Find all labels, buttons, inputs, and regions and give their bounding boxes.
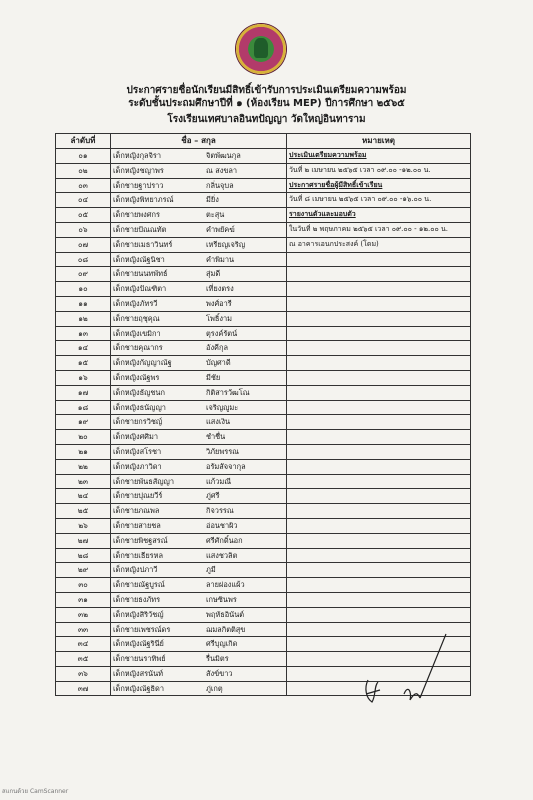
student-last-name: วิภัยพรรณ xyxy=(206,446,240,456)
remark-cell xyxy=(287,518,471,533)
row-number: ๒๗ xyxy=(56,533,111,548)
student-name-cell xyxy=(111,282,287,297)
remark-cell xyxy=(287,563,471,578)
student-last-name: โพธิ์งาม xyxy=(206,313,232,323)
student-first-name: เด็กหญิงกัญญาณัฐ xyxy=(113,358,172,368)
student-last-name: แสงเงิน xyxy=(206,417,231,427)
row-number: ๒๙ xyxy=(56,563,111,578)
remark-cell xyxy=(287,178,471,193)
student-last-name: กิติสารวัฒโณ xyxy=(206,387,250,397)
student-name-cell xyxy=(111,444,287,459)
student-first-name: เด็กชายเพชรณ์ดร xyxy=(113,624,171,634)
remark-cell xyxy=(287,237,471,252)
table-row xyxy=(56,341,471,356)
table-row xyxy=(56,504,471,519)
row-number: ๐๖ xyxy=(56,222,111,237)
student-first-name: เด็กหญิงชญาพร xyxy=(113,165,164,175)
student-last-name: ภูมี xyxy=(206,565,216,575)
remark-cell xyxy=(287,592,471,607)
row-number: ๓๖ xyxy=(56,666,111,681)
student-name-cell xyxy=(111,252,287,267)
scanner-footer: สแกนด้วย CamScanner xyxy=(2,788,69,795)
signature-stroke xyxy=(398,632,448,710)
remark-cell xyxy=(287,282,471,297)
student-name-cell xyxy=(111,666,287,681)
student-first-name: เด็กหญิงพิทยาภรณ์ xyxy=(113,195,174,205)
table-row xyxy=(56,415,471,430)
student-first-name: เด็กหญิงภัทรวี xyxy=(113,298,158,308)
row-number: ๐๔ xyxy=(56,193,111,208)
student-first-name: เด็กหญิงณัฐนิชา xyxy=(113,254,165,264)
row-number: ๐๕ xyxy=(56,208,111,223)
student-name-cell xyxy=(111,592,287,607)
student-first-name: เด็กชายพิชฐสรณ์ xyxy=(113,535,168,545)
student-first-name: เด็กชายณัฐบูรณ์ xyxy=(113,580,165,590)
student-first-name: เด็กหญิงณัฐพร xyxy=(113,372,160,382)
student-first-name: เด็กชายฤชุคุณ xyxy=(113,313,160,323)
table-header-row xyxy=(56,134,471,149)
student-name-cell xyxy=(111,222,287,237)
student-last-name: รื่นมิตร xyxy=(206,654,229,664)
table-row xyxy=(56,267,471,282)
student-first-name: เด็กชายภณพล xyxy=(113,506,160,516)
student-name-cell xyxy=(111,474,287,489)
student-name-cell xyxy=(111,193,287,208)
student-first-name: เด็กหญิงปัณฑิตา xyxy=(113,284,167,294)
row-number: ๒๐ xyxy=(56,430,111,445)
student-first-name: เด็กชายฐาปราว xyxy=(113,180,164,190)
student-last-name: อ่อนชาผิว xyxy=(206,520,238,530)
table-row xyxy=(56,474,471,489)
student-name-cell xyxy=(111,504,287,519)
student-last-name: ตะสุน xyxy=(206,210,225,220)
table-row xyxy=(56,548,471,563)
student-first-name: เด็กชายพันธสัญญา xyxy=(113,476,174,486)
table-row xyxy=(56,178,471,193)
table-row xyxy=(56,444,471,459)
remark-cell xyxy=(287,415,471,430)
student-first-name: เด็กชายคุณากร xyxy=(113,343,163,353)
student-first-name: เด็กหญิงธัญชนก xyxy=(113,387,165,397)
table-row xyxy=(56,607,471,622)
row-number: ๑๔ xyxy=(56,341,111,356)
remark-cell xyxy=(287,504,471,519)
student-first-name: เด็กหญิงสรนันท์ xyxy=(113,668,164,678)
header-note: หมายเหตุ xyxy=(287,134,471,149)
student-first-name: เด็กหญิงสโรชา xyxy=(113,446,162,456)
table-row xyxy=(56,370,471,385)
row-number: ๒๖ xyxy=(56,518,111,533)
remark-cell xyxy=(287,163,471,178)
remark-text: ในวันที่ ๒ พฤษภาคม ๒๕๖๕ เวลา ๐๙.๐๐ - ๑๒.๐๐ น. xyxy=(289,224,448,233)
table-row xyxy=(56,356,471,371)
student-name-cell xyxy=(111,681,287,696)
student-last-name: เหรียญเจริญ xyxy=(206,239,246,249)
student-last-name: ณ สงขลา xyxy=(206,165,238,175)
row-number: ๐๗ xyxy=(56,237,111,252)
student-last-name: ชำชื่น xyxy=(206,432,226,442)
table-row xyxy=(56,296,471,311)
remark-cell xyxy=(287,252,471,267)
remark-cell xyxy=(287,474,471,489)
remark-cell xyxy=(287,578,471,593)
student-last-name: แก้วมณี xyxy=(206,476,232,486)
table-row xyxy=(56,222,471,237)
table-row xyxy=(56,400,471,415)
table-row xyxy=(56,237,471,252)
row-number: ๑๙ xyxy=(56,415,111,430)
student-name-cell xyxy=(111,341,287,356)
remark-cell xyxy=(287,267,471,282)
row-number: ๒๓ xyxy=(56,474,111,489)
student-first-name: เด็กหญิงปภาวี xyxy=(113,565,158,575)
row-number: ๐๓ xyxy=(56,178,111,193)
remark-cell xyxy=(287,296,471,311)
student-last-name: ฌมลกิตติสุข xyxy=(206,624,246,634)
student-first-name: เด็กชายพงศกร xyxy=(113,210,160,220)
student-name-cell xyxy=(111,459,287,474)
student-last-name: เที่ยงตรง xyxy=(206,284,234,294)
table-row xyxy=(56,163,471,178)
student-name-cell xyxy=(111,296,287,311)
student-last-name: มีชัย xyxy=(206,372,221,382)
student-first-name: เด็กหญิงณัฐธิดา xyxy=(113,683,164,693)
student-last-name: เจริญญูมะ xyxy=(206,402,239,412)
row-number: ๑๐ xyxy=(56,282,111,297)
student-last-name: พงศ์อารี xyxy=(206,298,232,308)
student-name-cell xyxy=(111,548,287,563)
row-number: ๐๑ xyxy=(56,149,111,164)
student-last-name: สังข์ขาว xyxy=(206,668,233,678)
student-name-cell xyxy=(111,208,287,223)
student-first-name: เด็กชายธงภัทร xyxy=(113,594,161,604)
student-last-name: แสงชวลิต xyxy=(206,550,238,560)
student-first-name: เด็กชายกรวิชญ์ xyxy=(113,417,163,427)
student-last-name: เกษซินพร xyxy=(206,594,237,604)
student-last-name: ศรีศักดิ์นอก xyxy=(206,535,243,545)
student-name-cell xyxy=(111,533,287,548)
row-number: ๑๕ xyxy=(56,356,111,371)
student-last-name: สุ่มดี xyxy=(206,269,221,279)
student-first-name: เด็กชายปัณณทัต xyxy=(113,224,167,234)
remark-cell xyxy=(287,533,471,548)
table-row xyxy=(56,149,471,164)
remark-cell xyxy=(287,222,471,237)
remark-cell xyxy=(287,489,471,504)
remark-cell xyxy=(287,193,471,208)
row-number: ๒๘ xyxy=(56,548,111,563)
student-list-table xyxy=(55,133,471,696)
student-name-cell xyxy=(111,400,287,415)
student-last-name: พฤหัธอินันต์ xyxy=(206,609,245,619)
header-name: ชื่อ – สกุล xyxy=(111,134,287,149)
remark-cell xyxy=(287,607,471,622)
student-first-name: เด็กชายนราทิพย์ xyxy=(113,654,166,664)
student-last-name: กิจวรรณ xyxy=(206,506,234,516)
student-name-cell xyxy=(111,178,287,193)
remark-text: วันที่ ๒ เมษายน ๒๕๖๕ เวลา ๐๙.๐๐ -๑๒.๐๐ น. xyxy=(289,165,431,174)
table-row xyxy=(56,252,471,267)
remark-cell xyxy=(287,326,471,341)
remark-text: ณ อาคารเอนกประสงค์ (โดม) xyxy=(289,239,379,248)
student-first-name: เด็กหญิงกุลจิรา xyxy=(113,151,162,160)
table-row xyxy=(56,592,471,607)
row-number: ๓๔ xyxy=(56,637,111,652)
remark-cell xyxy=(287,356,471,371)
row-number: ๑๑ xyxy=(56,296,111,311)
row-number: ๑๗ xyxy=(56,385,111,400)
student-name-cell xyxy=(111,518,287,533)
student-first-name: เด็กชายปุณยวีร์ xyxy=(113,491,163,501)
student-last-name: บัญศาดี xyxy=(206,358,231,368)
school-name: โรงเรียนเทศบาลอินทปัญญา วัดใหญ่อินทาราม xyxy=(167,114,366,125)
student-first-name: เด็กชายเมธาวินทร์ xyxy=(113,239,173,249)
remark-cell xyxy=(287,385,471,400)
remark-text: รายงานตัวและมอบตัว xyxy=(289,210,356,219)
row-number: ๓๕ xyxy=(56,652,111,667)
student-last-name: คำพยัคฆ์ xyxy=(206,224,235,234)
student-name-cell xyxy=(111,311,287,326)
table-row xyxy=(56,193,471,208)
school-seal-icon xyxy=(236,24,286,74)
student-last-name: คำพิมาน xyxy=(206,254,235,264)
student-name-cell xyxy=(111,356,287,371)
row-number: ๑๓ xyxy=(56,326,111,341)
signature-mark xyxy=(362,676,384,706)
row-number: ๑๒ xyxy=(56,311,111,326)
student-last-name: ลายผ่องแผ้ว xyxy=(206,580,245,590)
student-name-cell xyxy=(111,237,287,252)
table-row xyxy=(56,326,471,341)
remark-cell xyxy=(287,370,471,385)
student-last-name: กลิ่นจุบล xyxy=(206,180,234,190)
student-name-cell xyxy=(111,607,287,622)
student-name-cell xyxy=(111,578,287,593)
row-number: ๓๑ xyxy=(56,592,111,607)
row-number: ๓๓ xyxy=(56,622,111,637)
row-number: ๑๖ xyxy=(56,370,111,385)
student-name-cell xyxy=(111,415,287,430)
remark-cell xyxy=(287,208,471,223)
student-first-name: เด็กหญิงณัฐรินีย์ xyxy=(113,639,164,649)
row-number: ๐๙ xyxy=(56,267,111,282)
student-first-name: เด็กหญิงสิริวัชญ์ xyxy=(113,609,164,619)
student-first-name: เด็กชายนนทพัทธ์ xyxy=(113,269,168,279)
student-first-name: เด็กชายเธียรหล xyxy=(113,550,164,560)
row-number: ๐๒ xyxy=(56,163,111,178)
remark-cell xyxy=(287,444,471,459)
student-name-cell xyxy=(111,622,287,637)
remark-text: ประกาศรายชื่อผู้มีสิทธิ์เข้าเรียน xyxy=(289,180,383,189)
row-number: ๒๔ xyxy=(56,489,111,504)
row-number: ๒๕ xyxy=(56,504,111,519)
student-name-cell xyxy=(111,489,287,504)
row-number: ๓๗ xyxy=(56,681,111,696)
student-last-name: อรัมสัจจากุล xyxy=(206,461,246,471)
student-first-name: เด็กหญิงธนัญญา xyxy=(113,402,166,412)
student-name-cell xyxy=(111,163,287,178)
table-row xyxy=(56,282,471,297)
table-row xyxy=(56,459,471,474)
student-last-name: ตุรงค์รัตน์ xyxy=(206,328,238,338)
student-name-cell xyxy=(111,637,287,652)
table-row xyxy=(56,489,471,504)
row-number: ๑๘ xyxy=(56,400,111,415)
remark-cell xyxy=(287,341,471,356)
row-number: ๓๐ xyxy=(56,578,111,593)
table-row xyxy=(56,578,471,593)
row-number: ๒๒ xyxy=(56,459,111,474)
row-number: ๐๘ xyxy=(56,252,111,267)
row-number: ๒๑ xyxy=(56,444,111,459)
student-first-name: เด็กชายสายชล xyxy=(113,520,161,530)
table-row xyxy=(56,563,471,578)
student-last-name: มียิ่ง xyxy=(206,195,219,205)
table-row xyxy=(56,385,471,400)
student-name-cell xyxy=(111,430,287,445)
remark-cell xyxy=(287,459,471,474)
student-name-cell xyxy=(111,385,287,400)
student-name-cell xyxy=(111,326,287,341)
student-last-name: ภู่เกตุ xyxy=(206,683,223,693)
student-name-cell xyxy=(111,370,287,385)
student-last-name: ศรีบุญเกิด xyxy=(206,639,238,649)
table-row xyxy=(56,311,471,326)
remark-cell xyxy=(287,548,471,563)
remark-cell xyxy=(287,400,471,415)
student-first-name: เด็กหญิงเขมิกา xyxy=(113,328,161,338)
header-number: ลำดับที่ xyxy=(56,134,111,149)
student-last-name: ภู่ศรี xyxy=(206,491,220,501)
announcement-subtitle: ระดับชั้นประถมศึกษาปีที่ ๑ (ห้องเรียน MEP) ปีการศึกษา ๒๕๖๕ xyxy=(128,98,405,109)
student-name-cell xyxy=(111,267,287,282)
student-name-cell xyxy=(111,149,287,164)
remark-text: วันที่ ๘ เมษายน ๒๕๖๕ เวลา ๐๙.๐๐ -๑๖.๐๐ น. xyxy=(289,195,432,204)
student-first-name: เด็กหญิงศศิมา xyxy=(113,432,158,442)
student-name-cell xyxy=(111,652,287,667)
table-row xyxy=(56,430,471,445)
table-row xyxy=(56,208,471,223)
remark-text: ประเมินเตรียมความพร้อม xyxy=(289,151,367,159)
student-last-name: จิตพัฒนกุล xyxy=(206,151,241,160)
student-first-name: เด็กหญิงภาวิดา xyxy=(113,461,162,471)
table-row xyxy=(56,518,471,533)
table-row xyxy=(56,533,471,548)
student-last-name: อังคีกุล xyxy=(206,343,228,353)
remark-cell xyxy=(287,311,471,326)
row-number: ๓๒ xyxy=(56,607,111,622)
remark-cell xyxy=(287,430,471,445)
remark-cell xyxy=(287,149,471,164)
announcement-title: ประกาศรายชื่อนักเรียนมีสิทธิ์เข้ารับการประเมินเตรียมความพร้อม xyxy=(126,85,407,96)
student-name-cell xyxy=(111,563,287,578)
